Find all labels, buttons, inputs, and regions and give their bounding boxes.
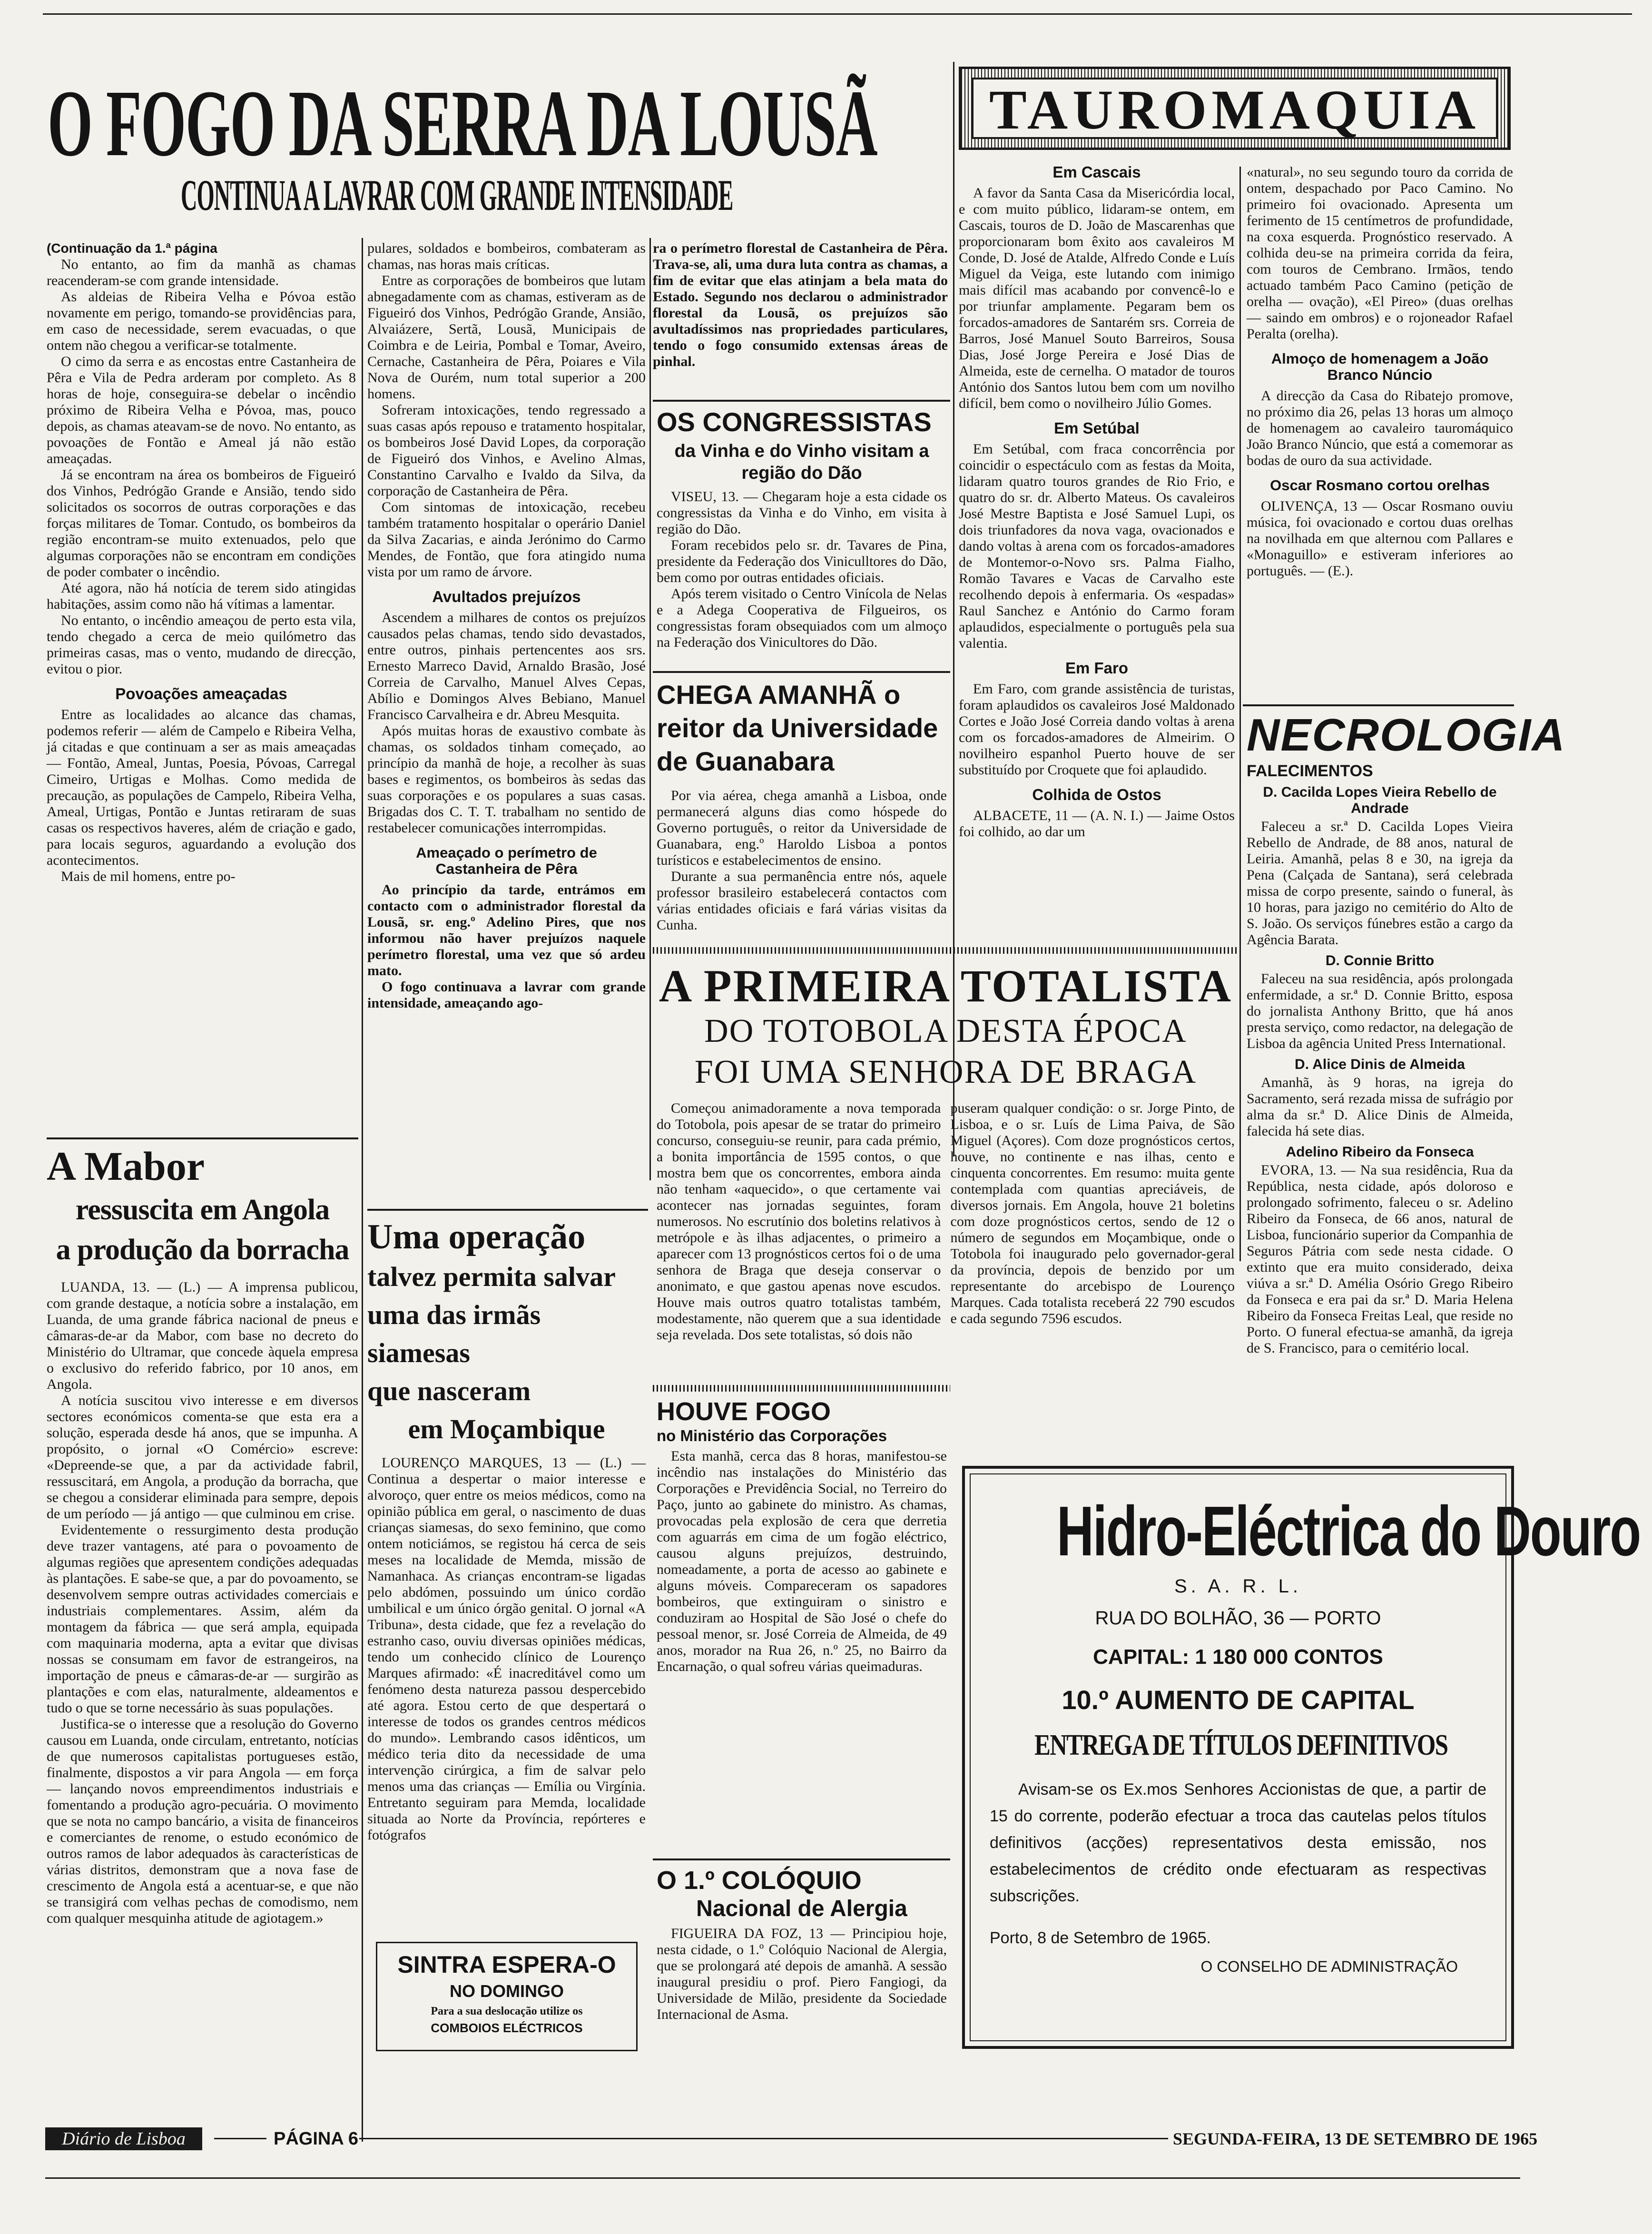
obituary-text: Faleceu na sua residência, após prolongada enfermidade, a sr.ª D. Connie Britto, esposa do jornalista Anthony Britto, que há anos presta serviço, como redactor, na delegação de Lisboa da agência United Press International. (1247, 971, 1513, 1051)
paragraph: Ascendem a milhares de contos os prejuízos causados pelas chamas, tendo sido devastados, entre outros, pinhais pertencentes aos srs. Ernesto Marreco David, Arnaldo Brasão, José Correia de Carvalho, Manuel Alves Cepas, Abílio e Domingos Alves Bebiano, Manuel Francisco Carvalheira e dr. Abreu Mesquita. (367, 610, 646, 722)
houve-fogo-subtitle: no Ministério das Corporações (657, 1427, 887, 1444)
paragraph: FIGUEIRA DA FOZ, 13 — Principiou hoje, nesta cidade, o 1.º Colóquio Nacional de Alergia, que se prolongará até depois de amanhã. A sessão inaugural presidiu o prof. Piero Fangiogi, da Universidade de Milão, presidente da Sociedade Internacional de Asma. (657, 1926, 947, 2022)
obituary-name: D. Connie Britto (1325, 953, 1435, 969)
main-headline: O FOGO DA SERRA DA LOUSÃ (48, 71, 877, 176)
paragraph: Após muitas horas de exaustivo combate às chamas, os soldados tinham começado, ao princípio da manhã de hoje, a recolher às suas bases e regimentos, os bombeiros às sedas das suas corporações e os populares a suas casas. Brigadas dos C. T. T. trabalham no sentido de restabelecer comunicações interrompidas. (367, 723, 646, 836)
paragraph: OLIVENÇA, 13 — Oscar Rosmano ouviu música, foi ovacionado e cortou duas orelhas na novilhada em que alternou com Pallares e «Monaguillo» e estiveram inferiores ao português. — (E.). (1247, 498, 1513, 579)
divider (653, 400, 950, 402)
siamesas-article (367, 1216, 646, 1843)
paragraph: LUANDA, 13. — (L.) — A imprensa publicou, com grande destaque, a notícia sobre a instalação, em Luanda, de uma grande fábrica nacional de pneus e câmaras-de-ar da Mabor, com base no decreto do Ministério do Ultramar, que concede àquela empresa o exclusivo do referido fabrico, por 10 anos, em Angola. (47, 1279, 358, 1392)
paragraph: Justifica-se o interesse que a resolução do Governo causou em Luanda, onde circulam, entretanto, notícias de que numerosos capitalistas portugueses estão, finalmente, dispostos a vir para Angola — em força — lançando novos empreendimentos industriais e fomentando a produção agro-pecuária. O movimento que se nota no campo bancário, a visita de financeiros e comerciantes de renome, o estudo económico de outros ramos de labor adequados às características de várias distritos, demonstram que a nova fase de crescimento de Angola está a acentuar-se, e que não se transigirá com velhas pechas de comodismo, nem com qualquer mesquinha atitude de agiotagem.» (47, 1716, 358, 1926)
faro-title: Em Faro (1065, 659, 1129, 677)
sintra-line-3: COMBOIOS ELÉCTRICOS (431, 2021, 583, 2035)
divider (367, 1209, 648, 1211)
ad-entrega: ENTREGA DE TÍTULOS DEFINITIVOS (1034, 1729, 1448, 1761)
bottom-rule (45, 2177, 1520, 2179)
paragraph: puseram qualquer condição: o sr. Jorge Pinto, de Lisboa, e o sr. Luís de Lima Paiva, de São Miguel (Açores). Com doze prognósticos certos, houve, no continente e nas ilhas, cento e cinquenta concorrentes. Em resumo: muita gente contemplada com quantias apreciáveis, de diversos jornais. Em Angola, houve 21 boletins com doze prognósticos certos, sendo de 12 o número de segundos em Moçambique, onde o Totobola foi inaugurado pelo governador-geral da província, depois de benzido por um representante do arcebispo de Lourenço Marques. Cada totalista receberá 22 790 escudos e cada segundo 7596 escudos. (950, 1100, 1235, 1326)
divider (653, 1858, 950, 1860)
footer-rule (214, 2138, 266, 2139)
paragraph: Começou animadoramente a nova temporada do Totobola, pois apesar de se tratar do primeiro concurso, conseguiu-se reunir, para cada prémio, a bonita importância de 1595 contos, o que mostra bem que os concorrentes, embora ainda não tenham «aquecido», o que certamente vai acontecer nas jornadas seguintes, foram numerosos. No escrutínio dos boletins relativos à metrópole e às ilhas adjacentes, o primeiro a aparecer com 13 prognósticos certos foi o de uma senhora de Braga que deseja conservar o anonimato, e que gastou apenas nove escudos. Houve mais outros quatro totalistas também, modestamente, não querem que a sua identidade seja revelada. Dos sete totalistas, só dois não (657, 1100, 941, 1343)
necrologia-section (1247, 710, 1566, 1356)
almoco-title: Almoço de homenagem a João Branco Núncio (1271, 350, 1489, 383)
obituary-text: Amanhã, às 9 horas, na igreja do Sacramento, será rezada missa de sufrágio por alma da sr.ª D. Alice Dinis de Almeida, falecida há sete dias. (1247, 1075, 1513, 1139)
paragraph: Foram recebidos pelo sr. dr. Tavares de Pina, presidente da Federação dos Viniculltores do Dão, bem como por outras entidades oficiais. (657, 537, 947, 585)
siamesas-subtitle-1: talvez permita salvar (367, 1261, 616, 1292)
main-subheadline: CONTINUA A LAVRAR COM GRANDE INTENSIDADE (181, 171, 733, 219)
totalista-subtitle-2: FOI UMA SENHORA DE BRAGA (694, 1054, 1197, 1090)
paragraph: Entre as localidades ao alcance das chamas, podemos referir — além de Campelo e Ribeira Velha, já citadas e que continuam a ser as mais ameaçadas — Fontão, Ameal, Juntas, Poesia, Póvoas, Carregal Cimeiro, Urtigas e Molhas. Como medida de precaução, as populações de Campelo, Ribeira Velha, Ameal, Urtigas, Pontão e Juntas retiraram de suas casas os respectivos haveres, além de criação e gado, para locais seguros, aguardando a evolução dos acontecimentos. (47, 707, 356, 868)
reitor-article (657, 678, 947, 933)
paragraph: Mais de mil homens, entre po- (61, 869, 236, 884)
footer (45, 2127, 1538, 2156)
column-rule (1239, 167, 1241, 1261)
coloquio-subtitle: Nacional de Alergia (696, 1896, 907, 1921)
subhead-perimetro: Ameaçado o perímetro de Castanheira de Pêra (416, 844, 597, 877)
paragraph: Com sintomas de intoxicação, recebeu também tratamento hospitalar o operário Daniel da Silva Zacarias, e ainda Jerónimo do Carmo Mendes, de Fontão, que fora atingido numa vista por um ramo de árvore. (367, 499, 646, 580)
paragraph: No entanto, ao fim da manhã as chamas reacenderam-se com grande intensidade. (47, 257, 356, 288)
ad-date: Porto, 8 de Setembro de 1965. (990, 1929, 1211, 1947)
footer-rule (359, 2138, 1168, 2139)
paragraph: Após terem visitado o Centro Vinícola de Nelas e a Adega Cooperativa de Filgueiros, os congressistas foram obsequiados com um almoço na Federação dos Vinicultores do Dão. (657, 586, 947, 650)
obituary-name: Adelino Ribeiro da Fonseca (1286, 1144, 1474, 1160)
continuation-note: (Continuação da 1.ª página (47, 241, 217, 256)
paragraph: A notícia suscitou vivo interesse e em diversos sectores económicos comenta-se que esta era a solução, esperada desde há anos, que se impunha. A propósito, o jornal «O Comércio» escreve: «Depreende-se que, a par da actividade fabril, ressuscitará, em Angola, a produção da borracha, que se chegou a considerar eliminada para sempre, depois de um período — já antigo — que culminou em crise. (47, 1393, 358, 1522)
column-rule (362, 238, 363, 2142)
paragraph: Em Faro, com grande assistência de turistas, foram aplaudidos os cavaleiros José Maldonado Cortes e João José Correia dando voltas à arena com os forcados-amadores de Almeirim. O novilheiro espanhol Puerto houve de ser substituído por Croquete que foi aplaudido. (959, 681, 1235, 778)
column-rule (649, 238, 651, 1180)
congressistas-title: OS CONGRESSISTAS (657, 407, 932, 437)
paragraph: «natural», no seu segundo touro da corrida de ontem, despachado por Paco Camino. No primeiro foi ovacionado. Apresenta um ferimento de 15 centímetros de profundidade, na coxa esquerda. Prognóstico reservado. A colhida deu-se na primeira corrida da feira, com touros de Cembrano. Irmãos, tendo actuado também Paco Camino (petição de orelha — ovação), «El Pireo» (duas orelhas — saindo em ombros) e o rojoneador Rafael Peralta (orelha). (1247, 164, 1513, 342)
paragraph: Esta manhã, cerca das 8 horas, manifestou-se incêndio nas instalações do Ministério das Corporações e Previdência Social, no Terreiro do Paço, junto ao gabinete do ministro. As chamas, provocadas pela explosão de cera que derretia com aguarrás em cima de um fogão eléctrico, causou alguns prejuízos, destruindo, nomeadamente, a porta de acesso ao gabinete e alguns móveis. Compareceram os sapadores bombeiros, que extinguiram o sinistro e conduziram ao Hospital de São José o chefe do pessoal menor, sr. José Correia de Almeida, de 49 anos, morador na Rua 26, n.º 25, no Bairro da Encarnação, o qual sofreu várias queimaduras. (657, 1448, 947, 1674)
paragraph: VISEU, 13. — Chegaram hoje a esta cidade os congressistas da Vinha e do Vinho, em visita à região do Dão. (657, 489, 947, 537)
tauromaquia-title: TAUROMAQUIA (989, 79, 1481, 141)
paragraph: O fogo continuava a lavrar com grande intensidade, ameaçando ago- (367, 979, 646, 1011)
paragraph: O cimo da serra e as encostas entre Castanheira de Pêra e Vila de Pedra arderam por completo. As 8 horas de hoje, conseguira-se debelar o incêndio próximo de Ribeira Velha e Póvoa, mas, pouco depois, as chamas ateavam-se de novo. No entanto, as povoações de Fontão e Ameal já não estão ameaçadas. (47, 354, 356, 466)
houve-fogo-title: HOUVE FOGO (657, 1397, 831, 1426)
paragraph: Por via aérea, chega amanhã a Lisboa, onde permanecerá alguns dias como hóspede do Governo português, o reitor da Universidade de Guanabara, eng.º Haroldo Lisboa a pontos turísticos e estabelecimentos de ensino. (657, 788, 947, 868)
paragraph: Já se encontram na área os bombeiros de Figueiró dos Vinhos, Pedrógão Grande e Ansião, tendo sido solicitados os socorros de outras corporações e das forças militares de Tomar. Contudo, os bombeiros da região encontram-se muito extenuados, pelo que algumas corporações não se encontram em condições de poder combater o incêndio. (47, 467, 356, 580)
paragraph: pulares, soldados e bombeiros, combateram as chamas, nas horas mais críticas. (367, 240, 646, 272)
siamesas-subtitle-3: que nasceram (367, 1375, 531, 1406)
setubal-title: Em Setúbal (1054, 419, 1140, 437)
divider (653, 671, 950, 673)
paragraph: Durante a sua permanência entre nós, aquele professor brasileiro estabelecerá contactos com várias entidades oficiais e fará várias visitas da Cunha. (657, 869, 947, 933)
masthead-logo (45, 2127, 202, 2150)
obituary-text: EVORA, 13. — Na sua residência, Rua da República, nesta cidade, após doloroso e prolongado sofrimento, faleceu o sr. Adelino Ribeiro da Fonseca, de 66 anos, natural de Lisboa, funcionário superior da Companhia de Seguros Pátria com sede nesta cidade. O extinto que era muito considerado, deixa viúva a sr.ª D. Amélia Osório Grego Ribeiro da Fonseca e era pai da sr.ª D. Maria Helena Ribeiro da Fonseca Freitas Leal, que reside no Porto. O funeral efectua-se amanhã, da igreja de S. Francisco, para o cemitério local. (1247, 1162, 1513, 1356)
siamesas-subtitle-2: uma das irmãs siamesas (367, 1299, 541, 1368)
tauromaquia-column-2 (1247, 164, 1513, 579)
paragraph: A direcção da Casa do Ribatejo promove, no próximo dia 26, pelas 13 horas um almoço de homenagem ao cavaleiro tauromáquico João Branco Núncio, que está a comemorar as bodas de ouro da sua actividade. (1247, 388, 1513, 468)
fire-column-1 (47, 240, 356, 885)
tauromaquia-column-1 (959, 164, 1235, 840)
fire-column-3 (653, 240, 948, 370)
mabor-subtitle-2: a produção da borracha (56, 1234, 349, 1266)
coloquio-article (657, 1866, 947, 2023)
coloquio-title: O 1.º COLÓQUIO (657, 1866, 862, 1895)
paragraph: Ao princípio da tarde, entrámos em contacto com o administrador florestal da Lousã, sr. eng.º Adelino Pires, que nos informou não haver prejuízos naquele perímetro florestal, uma vez que só ardeu mato. (367, 882, 646, 979)
paragraph: Entre as corporações de bombeiros que lutam abnegadamente com as chamas, estiveram as de Figueiró dos Vinhos, Pedrógão Grande, Ansião, Alvaiázere, Sertã, Lousã, Municipais de Coimbra e de Leiria, Pombal e Tomar, Aveiro, Cernache, Castanheira de Pêra, Poiares e Vila Nova de Ourém, num total superior a 200 homens. (367, 273, 646, 402)
houve-fogo-article (657, 1397, 947, 1675)
divider (47, 1137, 358, 1139)
ad-aumento: 10.º AUMENTO DE CAPITAL (1062, 1685, 1415, 1715)
page-number: PÁGINA 6 (274, 2129, 359, 2149)
rosmano-title: Oscar Rosmano cortou orelhas (1270, 477, 1490, 494)
ad-sarl: S. A. R. L. (1174, 1576, 1302, 1597)
mabor-article (47, 1142, 358, 1927)
sintra-line-2: Para a sua deslocação utilize os (431, 2005, 583, 2017)
paragraph: Em Setúbal, com fraca concorrência por coincidir o espectáculo com as festas da Moita, lidaram quatro touros grandes de Rio Frio, e quatro do sr. dr. Alberto Mateus. Os cavaleiros José Mestre Baptista e José Samuel Lupi, os dois triunfadores da nova vaga, ovacionados e dando voltas à arena com os forcados-amadores de Montemor-o-Novo srs. Palma Fialho, Romão Tavares e Vacas de Carvalho este recolhendo depois à enfermaria. Os «espadas» Raul Sanchez e António do Carmo foram aplaudidos, especialmente o português pela sua valentia. (959, 441, 1235, 651)
top-rule (43, 13, 1632, 15)
paragraph: A favor da Santa Casa da Misericórdia local, e com muito público, lidaram-se ontem, em Cascais, touros de D. João de Mascarenhas que proporcionaram bom êxito aos cavaleiros M Conde, D. José de Atalde, Alfredo Conde e Luís Miguel da Veiga, este lutando com inimigo mais difícil mas acabando por convencê-lo e por triunfar amplamente. Pegaram bem os forcados-amadores de Santarém srs. Correia de Barros, José Manuel Souto Barreiros, Sousa Dias, José Jorge Pereira e José Dias de Almeida, este de cernelha. O matador de touros António dos Santos lutou bem com um novilho difícil, bem como o novilheiro Júlio Gomes. (959, 185, 1235, 411)
ad-company-name: Hidro-Eléctrica do Douro (1056, 1492, 1640, 1571)
hidro-electrica-ad (962, 1466, 1640, 2049)
obituary-name: D. Alice Dinis de Almeida (1295, 1057, 1465, 1072)
congressistas-article (657, 407, 947, 651)
reitor-title: CHEGA AMANHÃ o reitor da Universidade de Guanabara (657, 680, 938, 776)
ostos-title: Colhida de Ostos (1032, 786, 1161, 803)
totalista-subtitle-1: DO TOTOBOLA DESTA ÉPOCA (704, 1013, 1187, 1049)
necrologia-title: NECROLOGIA (1247, 710, 1566, 761)
issue-date: SEGUNDA-FEIRA, 13 DE SETEMBRO DE 1965 (1173, 2129, 1538, 2148)
subhead-prejuizos: Avultados prejuízos (432, 588, 581, 605)
paragraph: Evidentemente o ressurgimento desta produção deve trazer vantagens, até para o povoamento de algumas regiões que apresentem condições adequadas às plantações. E sabe-se que, a par do povoamento, se desenvolvem sempre outras actividades comerciais e industriais complementares. Assim, além da montagem da fábrica — que será ampla, equipada com maquinaria moderna, apta a evitar que divisas nossas se consumam em favor de estrangeiros, na importação de pneus e câmaras-de-ar — surgirão as plantações e com elas, naturalmente, aldeamentos e tudo o que se torne necessário às suas populações. (47, 1522, 358, 1716)
subhead-povoacoes: Povoações ameaçadas (115, 685, 287, 702)
congressistas-subtitle: da Vinha e do Vinho visitam a região do Dão (674, 441, 929, 483)
mabor-title: A Mabor (47, 1143, 205, 1189)
sintra-title: SINTRA ESPERA-O (397, 1951, 616, 1978)
obituary-name: D. Cacilda Lopes Vieira Rebello de Andrade (1263, 784, 1497, 816)
sintra-ad (376, 1942, 638, 2051)
hatched-divider (653, 1385, 950, 1392)
totalista-title: A PRIMEIRA TOTALISTA (659, 960, 1233, 1011)
paragraph: LOURENÇO MARQUES, 13 — (L.) — Continua a despertar o maior interesse e alvoroço, quer entre os meios médicos, como na opinião pública em geral, o nascimento de duas crianças siamesas, do sexo feminino, que como ontem noticiámos, se registou há cerca de seis meses na localidade de Memda, missão de Namanhaca. As crianças encontram-se ligadas pelo abdómen, possuindo um único cordão umbilical e um único órgão genital. O jornal «A Tribuna», desta cidade, que fez a revelação do estranho caso, ouviu diversas opiniões médicas, tendo um conhecido clínico de Lourenço Marques afirmado: «É inacreditável como um fenómeno desta natureza passou despercebido até agora. Estou certo de que despertará o interesse de todos os grandes centros médicos do mundo». Lembrando casos idênticos, um médico teria dito da necessidade de uma intervenção cirúrgica, a fim de salvar pelo menos uma das crianças — Emília ou Virgínia. Entretanto seguiram para Memda, localidade situada ao Norte da Província, repórteres e fotógrafos (367, 1455, 646, 1843)
mabor-subtitle-1: ressuscita em Angola (75, 1194, 330, 1226)
paragraph: As aldeias de Ribeira Velha e Póvoa estão novamente em perigo, tomando-se providências para, em caso de necessidade, serem evacuadas, o que ontem não chegou a verificar-se totalmente. (47, 289, 356, 353)
paragraph: No entanto, o incêndio ameaçou de perto esta vila, tendo chegado a cerca de meio quilómetro das primeiras casas, mas o vento, mudando de direcção, evitou o pior. (47, 613, 356, 677)
ad-capital: CAPITAL: 1 180 000 CONTOS (1093, 1645, 1383, 1669)
ad-address: RUA DO BOLHÃO, 36 — PORTO (1095, 1608, 1381, 1629)
siamesas-title: Uma operação (367, 1217, 586, 1256)
fire-column-2 (367, 240, 646, 1011)
divider (1243, 704, 1514, 706)
tauromaquia-banner (959, 67, 1511, 150)
totalista-article (657, 961, 1235, 1343)
cascais-title: Em Cascais (1052, 163, 1141, 181)
hatched-divider (653, 947, 1238, 954)
falecimentos-heading: FALECIMENTOS (1247, 762, 1373, 780)
obituary-text: Faleceu a sr.ª D. Cacilda Lopes Vieira Rebello de Andrade, de 88 anos, natural de Leiria. Amanhã, pelas 8 e 30, na igreja da Pena (Calçada de Santana), será celebrada missa de corpo presente, saindo o funeral, às 10 horas, para jazigo no cemitério do Alto de S. João. Os serviços fúnebres estão a cargo da Agência Barata. (1247, 819, 1513, 948)
sintra-line-1: NO DOMINGO (450, 1981, 564, 2001)
ad-signature: O CONSELHO DE ADMINISTRAÇÃO (1200, 1958, 1458, 1975)
paragraph: Até agora, não há notícia de terem sido atingidas habitações, assim como não há vítimas a lamentar. (47, 580, 356, 612)
paragraph: ALBACETE, 11 — (A. N. I.) — Jaime Ostos foi colhido, ao dar um (959, 808, 1235, 840)
siamesas-subtitle-4: em Moçambique (408, 1414, 605, 1444)
masthead-text: Diário de Lisboa (62, 2129, 186, 2149)
ad-body: Avisam-se os Ex.mos Senhores Accionistas de que, a partir de 15 do corrente, poderão efectuar a troca das cautelas pelos títulos definitivos (acções) representativos desta emissão, nos estabelecimentos de crédito onde efectuaram as respectivas subscrições. (990, 1780, 1486, 1905)
paragraph: Sofreram intoxicações, tendo regressado a suas casas após repouso e tratamento hospitalar, os bombeiros José David Lopes, da corporação de Figueiró dos Vinhos, e Avelino Almas, Constantino Carvalho e Ivaldo da Silva, da corporação de Castanheira de Pêra. (367, 402, 646, 499)
paragraph: ra o perímetro florestal de Castanheira de Pêra. Trava-se, ali, uma dura luta contra as chamas, a fim de evitar que elas atinjam a bela mata do Estado. Segundo nos declarou o administrador florestal da Lousã, os prejuízos são avultadíssimos nas propriedades particulares, tendo o fogo consumido extensas áreas de pinhal. (653, 240, 948, 369)
